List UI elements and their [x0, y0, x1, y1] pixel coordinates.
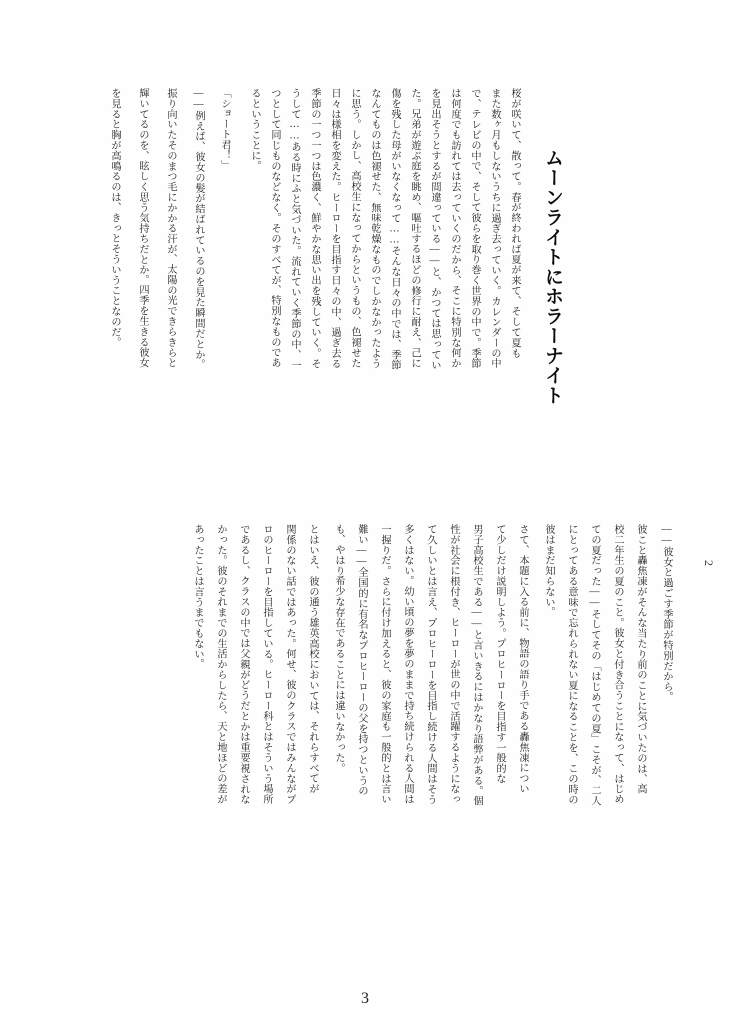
- text-column: を見ると胸が高鳴るのは、きっとそういうことなのだ。: [109, 88, 120, 348]
- text-column: さて、本題に入る前に、物語の語り手である轟焦凍につい: [517, 524, 528, 794]
- text-column: て少しだけ説明しよう。プロヒーローを目指す一般的な: [494, 524, 505, 784]
- text-column: 難い――全国的に有名なプロヒーローの父を持つというの: [356, 524, 367, 797]
- text-column: なんてものは色褪せた、無味乾燥なものでしかなかったよう: [369, 88, 380, 369]
- page-number-left-page: 2: [702, 560, 716, 566]
- text-column: であるし、クラスの中では父親がどうだとかは重要視されな: [238, 524, 249, 805]
- text-column: 校二年生の夏のこと。彼女と付き合うことになって、はじめ: [612, 524, 623, 805]
- text-column: 彼こと轟焦凍がそんな当たり前のことに気づいたのは、高: [635, 524, 646, 795]
- text-column: あったことは言うまでもない。: [192, 524, 203, 670]
- text-column: ての夏だった――そしてその「はじめての夏」こそが、二人: [589, 524, 600, 806]
- text-column-dialogue: 「ショート君！」: [219, 88, 230, 171]
- text-column: 彼はまだ知らない。: [543, 524, 554, 618]
- text-column: て久しいとは言え、プロヒーローを目指し続ける人間はそう: [425, 524, 436, 805]
- text-column: を見出そうとするが間違っている――と、かつては思ってい: [429, 88, 440, 371]
- text-column: 関係のない話ではあった。何せ、彼のクラスではみんながプ: [284, 524, 295, 805]
- text-column: 一握りだ。さらに付け加えると、彼の家庭も一般的とは言い: [379, 524, 390, 805]
- text-column: ロのヒーローを目指している。ヒーロー科とはそういう場所: [261, 524, 272, 805]
- text-column: 季節の一つ一つは色濃く、鮮やかな思い出を残していく。そ: [309, 88, 320, 369]
- text-column: 日々は様相を変えた。ヒーローを目指す日々の中、過ぎ去る: [329, 88, 340, 369]
- text-column: た。兄弟が遊ぶ庭を眺め、嘔吐するほどの修行に耐え、己に: [409, 88, 420, 369]
- text-column: るということに。: [249, 88, 260, 171]
- text-column: 性が社会に根付き、ヒーローが世の中で活躍するようになっ: [448, 524, 459, 805]
- text-column: ――例えば、彼女の髪が結ばれているのを見た瞬間だとか。: [193, 88, 204, 370]
- text-column: は何度でも訪れては去っていくのだから、そこに特別な何か: [449, 88, 460, 369]
- text-column: とはいえ、彼の通う雄英高校においては、それらすべてが: [307, 524, 318, 794]
- text-column: 輝いてるのを、眩しく思う気持ちだとか。四季を生きる彼女: [137, 88, 148, 368]
- text-column: 振り向いたそのまつ毛にかかる汗が、太陽の光できらきらと: [165, 88, 176, 369]
- text-column: 多くはない。幼い頃の夢を夢のままで持ち続けられる人間は: [402, 524, 413, 805]
- text-column: うして……ある時にふと気づいた。流れていく季節の中、一: [289, 88, 300, 371]
- text-column: で、テレビの中で、そして彼らを取り巻く世界の中で。季節: [469, 88, 480, 369]
- text-column: ――彼女と過ごす季節が特別だから。: [661, 524, 672, 703]
- text-column: つとして同じものなどなく。そのすべてが、特別なものであ: [269, 88, 280, 368]
- text-column: また数ヶ月もしないうちに過ぎ去っていく。カレンダーの中: [489, 88, 500, 369]
- text-column: にとってある意味で忘れられない夏になることを、この時の: [566, 524, 577, 805]
- text-column: 傷を残した母がいなくなって……そんな日々の中では、季節: [389, 88, 400, 371]
- page-number-right-page: 3: [361, 990, 369, 1007]
- text-column: 桜が咲いて、散って。春が終われば夏が来て、そして夏も: [509, 88, 520, 359]
- text-column: も、やはり希少な存在であることには違いなかった。: [333, 524, 344, 774]
- text-column: に思う。しかし、高校生になってからというもの、色褪せた: [349, 88, 360, 369]
- text-column: かった。彼のそれまでの生活からしたら、天と地ほどの差が: [215, 524, 226, 805]
- text-column: 男子高校生である――と言いきるにはかなり語弊がある。個: [471, 524, 482, 807]
- story-title: ムーンライトにホラーナイト: [542, 148, 564, 405]
